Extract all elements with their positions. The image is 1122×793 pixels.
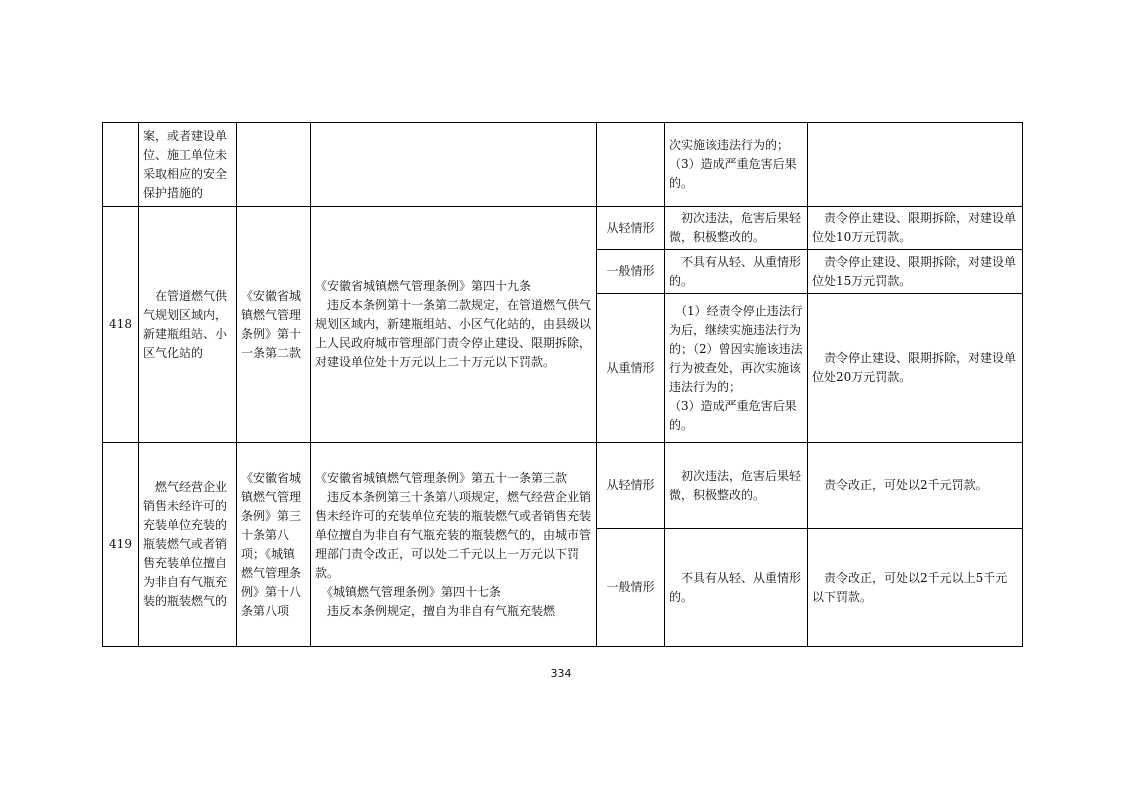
penalty-standard-cell xyxy=(808,123,1023,207)
circumstance-desc-cell: 初次违法，危害后果轻微，积极整改的。 xyxy=(665,443,808,529)
violation-cell: 在管道燃气供气规划区域内，新建瓶组站、小区气化站的 xyxy=(139,207,237,443)
row-number-cell: 419 xyxy=(103,443,139,647)
penalty-standard-cell: 责令停止建设、限期拆除，对建设单位处20万元罚款。 xyxy=(808,294,1023,443)
circumstance-desc-cell: （1）经责令停止违法行为后，继续实施违法行为的；（2）曾因实施该违法行为被查处，再次实施该违法行为的； （3）造成严重危害后果的。 xyxy=(665,294,808,443)
penalty-standard-cell: 责令停止建设、限期拆除，对建设单位处15万元罚款。 xyxy=(808,250,1023,294)
circumstance-level-cell: 从轻情形 xyxy=(597,207,665,250)
violation-cell: 燃气经营企业销售未经许可的充装单位充装的瓶装燃气或者销售充装单位擅自为非自有气瓶充装的瓶装燃气的 xyxy=(139,443,237,647)
penalty-standard-cell: 责令改正，可处以2千元以上5千元以下罚款。 xyxy=(808,529,1023,647)
penalty-standard-cell: 责令改正，可处以2千元罚款。 xyxy=(808,443,1023,529)
penalty-standard-cell: 责令停止建设、限期拆除，对建设单位处10万元罚款。 xyxy=(808,207,1023,250)
circumstance-level-cell: 从重情形 xyxy=(597,294,665,443)
legal-basis-cell: 《安徽省城镇燃气管理条例》第三十条第八项；《城镇燃气管理条例》第十八条第八项 xyxy=(237,443,311,647)
page-number: 334 xyxy=(550,667,572,680)
provision-cell xyxy=(311,123,597,207)
provision-cell: 《安徽省城镇燃气管理条例》第五十一条第三款 违反本条例第三十条第八项规定，燃气经营企业销售未经许可的充装单位充装的瓶装燃气或者销售充装单位擅自为非自有气瓶充装的瓶装燃气的，由城市管理部门责令改正，可以处二千元以上一万元以下罚款。 《城镇燃气管理条例》第四十七条 违反本条例规定，擅自为非自有气瓶充装燃 xyxy=(311,443,597,647)
table-row-418-light xyxy=(103,207,1023,250)
circumstance-level-cell: 一般情形 xyxy=(597,250,665,294)
violation-cell: 案，或者建设单位、施工单位未采取相应的安全保护措施的 xyxy=(139,123,237,207)
circumstance-desc-cell: 不具有从轻、从重情形的。 xyxy=(665,529,808,647)
circumstance-desc-cell: 次实施该违法行为的； （3）造成严重危害后果的。 xyxy=(665,123,808,207)
penalty-standards-table xyxy=(102,122,1023,647)
row-number-cell: 418 xyxy=(103,207,139,443)
legal-basis-cell xyxy=(237,123,311,207)
circumstance-level-cell: 从轻情形 xyxy=(597,443,665,529)
row-number-cell xyxy=(103,123,139,207)
circumstance-desc-cell: 不具有从轻、从重情形的。 xyxy=(665,250,808,294)
legal-basis-cell: 《安徽省城镇燃气管理条例》第十一条第二款 xyxy=(237,207,311,443)
table-row-continuation xyxy=(103,123,1023,207)
circumstance-level-cell: 一般情形 xyxy=(597,529,665,647)
circumstance-desc-cell: 初次违法，危害后果轻微，积极整改的。 xyxy=(665,207,808,250)
provision-cell: 《安徽省城镇燃气管理条例》第四十九条 违反本条例第十一条第二款规定，在管道燃气供气规划区域内，新建瓶组站、小区气化站的，由县级以上人民政府城市管理部门责令停止建设、限期拆除，对建设单位处十万元以上二十万元以下罚款。 xyxy=(311,207,597,443)
table-row-419-light xyxy=(103,443,1023,529)
circumstance-level-cell xyxy=(597,123,665,207)
